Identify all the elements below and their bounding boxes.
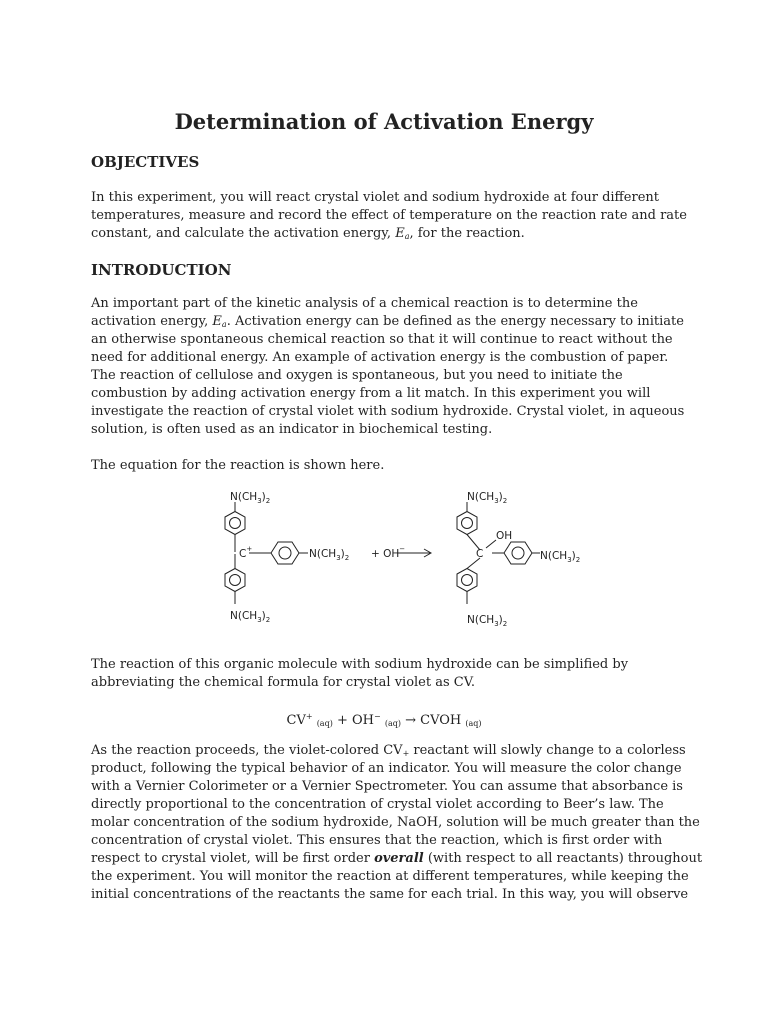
intro-line-8: solution, is often used as an indicator in biochemical testing.: [91, 422, 493, 437]
progress-line-1-post: reactant will slowly change to a colorless: [409, 743, 686, 758]
cvoh-term: → CVOH: [400, 713, 466, 728]
cv-term: CV: [286, 713, 306, 728]
progress-line-3: with a Vernier Colorimeter or a Vernier Spectrometer. You can assume that absorbance is: [91, 779, 683, 794]
intro-line-6: combustion by adding activation energy from a lit match. In this experiment you will: [91, 386, 651, 401]
cv-state: (aq): [316, 719, 333, 728]
objectives-paragraph: [91, 189, 691, 243]
objectives-line-3: [91, 225, 691, 243]
simplified-line-1: The reaction of this organic molecule with sodium hydroxide can be simplified by: [91, 657, 629, 672]
progress-line-7: [91, 850, 703, 868]
progress-line-1: [91, 742, 691, 760]
intro-line-3: an otherwise spontaneous chemical reaction so that it will continue to react without the: [91, 332, 673, 347]
ea-subscript: a: [404, 232, 410, 241]
intro-line-2-post: . Activation energy can be defined as the energy necessary to initiate: [226, 314, 684, 329]
progress-line-6: concentration of crystal violet. This ensures that the reaction, which is first order with: [91, 833, 663, 848]
cv-charge: +: [305, 712, 313, 721]
oh-term: + OH: [332, 713, 374, 728]
page-title: Determination of Activation Energy: [174, 109, 594, 134]
hydroxide-reactant: + OH−: [371, 545, 406, 560]
cv-central-carbon: C+: [239, 545, 253, 560]
simplified-line-2: abbreviating the chemical formula for crystal violet as CV.: [91, 675, 475, 690]
cvoh-nch3-top: $N(CH_3)_2$: [467, 491, 508, 505]
reaction-diagram: [200, 482, 620, 632]
overall-emphasis: overall: [374, 851, 424, 866]
cv-nch3-top: $N(CH_3)_2$: [230, 491, 271, 505]
cvoh-state: (aq): [465, 719, 482, 728]
objectives-line-3-text: constant, and calculate the activation energy,: [91, 226, 396, 241]
oh-state: (aq): [384, 719, 401, 728]
cv-equation: [0, 708, 768, 733]
intro-line-2: [91, 313, 691, 331]
objectives-line-2: temperatures, measure and record the effect of temperature on the reaction rate and rate: [91, 208, 687, 223]
cvoh-hydroxyl: OH: [496, 530, 513, 542]
objectives-heading: OBJECTIVES: [91, 153, 200, 171]
simplified-paragraph: [91, 656, 691, 692]
cvoh-structure: [457, 502, 540, 604]
introduction-paragraph: [91, 295, 691, 439]
crystal-violet-structure: [225, 502, 308, 604]
introduction-heading: INTRODUCTION: [91, 261, 232, 279]
progress-line-7-pre: respect to crystal violet, will be first order: [91, 851, 375, 866]
cv-nch3-right: $N(CH_3)_2$: [309, 548, 350, 562]
progress-line-1-pre: As the reaction proceeds, the violet-colored CV: [91, 743, 403, 758]
cvoh-nch3-bottom: $N(CH_3)_2$: [467, 614, 508, 628]
progress-line-2: product, following the typical behavior of an indicator. You will measure the color change: [91, 761, 682, 776]
ea-subscript: a: [221, 320, 227, 329]
cv-nch3-bottom: $N(CH_3)_2$: [230, 610, 271, 624]
ea-symbol: E: [395, 226, 405, 241]
intro-line-5: The reaction of cellulose and oxygen is spontaneous, but you need to initiate the: [91, 368, 623, 383]
intro-line-7: investigate the reaction of crystal violet with sodium hydroxide. Crystal violet, in aqueous: [91, 404, 685, 419]
equation-intro: The equation for the reaction is shown here.: [91, 458, 385, 473]
cvoh-central-carbon: C: [476, 548, 484, 560]
intro-line-1: An important part of the kinetic analysis of a chemical reaction is to determine the: [91, 296, 638, 311]
intro-line-4: need for additional energy. An example of activation energy is the combustion of paper.: [91, 350, 669, 365]
objectives-line-1: In this experiment, you will react crystal violet and sodium hydroxide at four different: [91, 190, 659, 205]
ea-symbol: E: [212, 314, 222, 329]
objectives-line-3-tail: , for the reaction.: [409, 226, 525, 241]
progress-line-5: molar concentration of the sodium hydroxide, NaOH, solution will be much greater than the: [91, 815, 700, 830]
progress-line-7-post: (with respect to all reactants) throughout: [423, 851, 703, 866]
progress-line-8: the experiment. You will monitor the reaction at different temperatures, while keeping the: [91, 869, 689, 884]
reaction-progress-paragraph: [91, 742, 703, 904]
cvoh-nch3-right: $N(CH_3)_2$: [540, 550, 581, 564]
cv-subscript-charge: +: [402, 749, 410, 758]
intro-line-2-pre: activation energy,: [91, 314, 213, 329]
progress-line-9: initial concentrations of the reactants the same for each trial. In this way, you will observe: [91, 887, 689, 902]
progress-line-4: directly proportional to the concentration of crystal violet according to Beer’s law. The: [91, 797, 664, 812]
oh-charge: −: [373, 712, 381, 721]
